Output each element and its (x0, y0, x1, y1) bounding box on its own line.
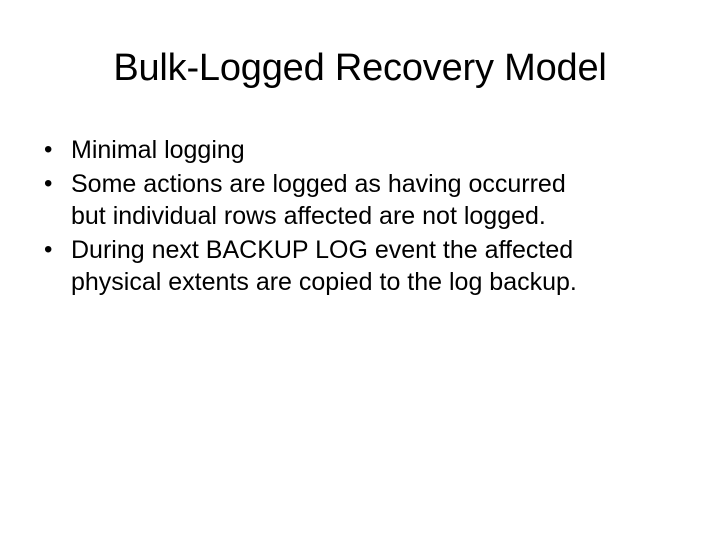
bullet-marker: • (44, 170, 53, 197)
bullet-item (44, 168, 694, 232)
bullet-text-line: but individual rows affected are not logged. (71, 202, 546, 230)
bullet-marker: • (44, 236, 53, 263)
bullet-marker: • (44, 136, 53, 163)
slide-title: Bulk-Logged Recovery Model (113, 47, 607, 89)
bullet-item (44, 134, 694, 166)
bullet-text-line: During next BACKUP LOG event the affected (71, 236, 574, 264)
bullet-text-line: physical extents are copied to the log backup. (71, 268, 577, 296)
bullet-text-line: Some actions are logged as having occurred (71, 170, 566, 198)
bullet-item (44, 234, 694, 298)
bullet-list (44, 134, 694, 300)
bullet-text-line: Minimal logging (71, 136, 245, 164)
